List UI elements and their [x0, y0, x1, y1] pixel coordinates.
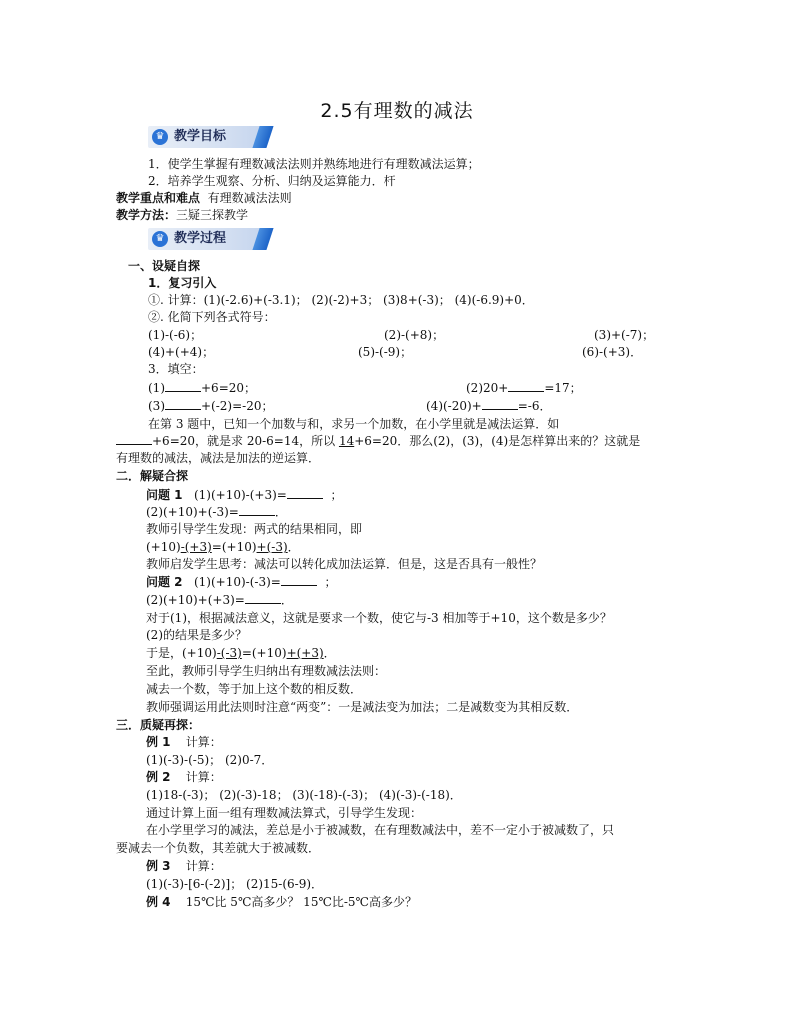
problem-text: ．: [280, 593, 293, 607]
eq-underlined: -(-3): [216, 646, 242, 660]
simplify-heading: ②. 化简下列各式符号：: [148, 310, 276, 324]
fill-2-suffix: =17；: [544, 381, 582, 395]
problem-2-line-1: [146, 574, 337, 590]
fill-3-prefix: (3): [148, 399, 165, 413]
paragraph-line: 有理数的减法，减法是加法的逆运算．: [116, 451, 321, 465]
example-label: 例 1: [146, 735, 171, 749]
trophy-icon: ♛: [152, 231, 168, 247]
problem-text: (1)(+10)-(-3)=: [193, 575, 281, 589]
example-2-head: [146, 769, 222, 785]
trophy-icon: ♛: [152, 129, 168, 145]
fill-1: [148, 380, 256, 396]
text-line: (2)的结果是多少？: [146, 628, 247, 642]
text-line: 在小学里学习的减法，差总是小于被减数，在有理数减法中，差不一定小于被减数了，只: [146, 823, 615, 837]
problem-text: ．: [274, 505, 287, 519]
problem-label: 问题 1: [146, 488, 183, 502]
eq-part: ．: [287, 540, 300, 554]
example-4: [146, 894, 417, 910]
example-label: 例 4: [146, 895, 171, 909]
problem-text: (2)(+10)+(+3)=: [146, 593, 245, 607]
text-line: 通过计算上面一组有理数减法算式，引导学生发现：: [146, 806, 423, 820]
fill-blank: [508, 380, 544, 392]
text-line: 教师启发学生思考：减法可以转化成加法运算．但是，这是否具有一般性？: [146, 557, 543, 571]
eq-part: (+10): [146, 540, 181, 554]
subheading-review: 1．复习引入: [148, 276, 217, 290]
example-1-head: [146, 734, 222, 750]
text-line: 教师引导学生发现：两式的结果相同，即: [146, 522, 363, 536]
eq-part: ．: [323, 646, 336, 660]
example-3-body: (1)(-3)-[6-(-2)]； (2)15-(6-9)．: [146, 877, 324, 891]
equation-1: [146, 539, 300, 555]
problem-1-line-1: [146, 487, 343, 503]
problem-2-line-2: [146, 592, 293, 608]
para-text: +6=20．那么(2)，(3)，(4)是怎样算出来的？这就是: [354, 434, 641, 448]
fill-blank: [245, 592, 281, 604]
simplify-1: (1)-(-6)；: [148, 328, 203, 342]
paragraph-line: [116, 433, 640, 449]
fill-2-prefix: (2)20+: [466, 381, 509, 395]
method-label: 教学方法：: [116, 208, 177, 222]
section-heading-2: 二．解疑合探: [116, 469, 189, 483]
section-banner-goals: [148, 126, 264, 148]
goal-2: 2．培养学生观察、分析、归纳及运算能力．杆: [148, 174, 396, 188]
eq-underlined: +(-3): [256, 540, 288, 554]
calc-line: ①. 计算：(1)(-2.6)+(-3.1)； (2)(-2)+3； (3)8+(-3)； (4)(-6.9)+0．: [148, 293, 534, 307]
fill-blank: [239, 504, 275, 516]
example-label: 例 3: [146, 859, 171, 873]
eq-underlined: +(+3): [286, 646, 324, 660]
example-label: 例 2: [146, 770, 171, 784]
example-3-head: [146, 858, 222, 874]
page-title: 2.5有理数的减法: [320, 100, 474, 122]
goal-1: 1．使学生掌握有理数减法法则并熟练地进行有理数减法运算；: [148, 157, 480, 171]
fill-blank: [482, 398, 518, 410]
fill-4: [426, 398, 552, 414]
section-banner-process: [148, 228, 264, 250]
rule-statement: 减去一个数，等于加上这个数的相反数．: [146, 682, 363, 696]
problem-text: ；: [324, 575, 337, 589]
method-text: 三疑三探教学: [176, 208, 249, 222]
paragraph-line: 在第 3 题中，已知一个加数与和，求另一个加数，在小学里就是减法运算．如: [148, 417, 560, 431]
text-line: 至此，教师引导学生归纳出有理数减法法则：: [146, 664, 387, 678]
example-text: 15℃比 5℃高多少？ 15℃比-5℃高多少？: [185, 895, 417, 909]
simplify-6: (6)-(+3)．: [582, 345, 643, 359]
text-line: 要减去一个负数，其差就大于被减数．: [116, 841, 321, 855]
simplify-5: (5)-(-9)；: [358, 345, 413, 359]
fill-blank: [165, 398, 201, 410]
fill-4-prefix: (4)(-20)+: [426, 399, 482, 413]
problem-text: (1)(+10)-(+3)=: [193, 488, 287, 502]
example-text: 计算：: [185, 859, 222, 873]
equation-2: [146, 645, 336, 661]
banner-stripe: [252, 126, 273, 148]
key-points: [116, 190, 292, 206]
section-heading-3: 三．质疑再探：: [116, 718, 201, 732]
example-1-body: (1)(-3)-(-5)； (2)0-7．: [146, 753, 274, 767]
fill-heading: 3．填空：: [148, 362, 204, 376]
problem-1-line-2: [146, 504, 287, 520]
example-text: 计算：: [185, 735, 222, 749]
teaching-method: [116, 207, 248, 223]
fill-1-prefix: (1): [148, 381, 165, 395]
key-text: 有理数减法法则: [207, 191, 292, 205]
simplify-2: (2)-(+8)；: [384, 328, 445, 342]
problem-text: ；: [330, 488, 343, 502]
fill-1-suffix: +6=20；: [201, 381, 257, 395]
section-heading-1: 一、设疑自探: [128, 259, 201, 273]
simplify-3: (3)+(-7)；: [594, 328, 655, 342]
para-text: +6=20，就是求 20-6=14，所以: [152, 434, 339, 448]
example-text: 计算：: [185, 770, 222, 784]
fill-blank: [116, 433, 152, 445]
fill-2: [466, 380, 582, 396]
problem-label: 问题 2: [146, 575, 183, 589]
para-underlined: 14: [338, 434, 355, 448]
banner-label: 教学目标: [174, 129, 227, 144]
eq-part: 于是，(+10): [146, 646, 217, 660]
fill-3-suffix: +(-2)=-20；: [201, 399, 274, 413]
fill-4-suffix: =-6．: [517, 399, 552, 413]
text-line: 对于(1)，根据减法意义，这就是要求一个数，使它与-3 相加等于+10，这个数是多少？: [146, 611, 612, 625]
fill-3: [148, 398, 274, 414]
key-label: 教学重点和难点: [116, 191, 201, 205]
fill-blank: [287, 487, 323, 499]
simplify-4: (4)+(+4)；: [148, 345, 215, 359]
banner-label: 教学过程: [174, 231, 227, 246]
problem-text: (2)(+10)+(-3)=: [146, 505, 239, 519]
text-line: 教师强调运用此法则时注意“两变”：一是减法变为加法；二是减数变为其相反数．: [146, 700, 579, 714]
eq-part: =(+10): [241, 646, 287, 660]
eq-part: =(+10): [211, 540, 257, 554]
example-2-body: (1)18-(-3)； (2)(-3)-18； (3)(-18)-(-3)； (4)(-3)-(-18)．: [146, 788, 462, 802]
fill-blank: [281, 574, 317, 586]
banner-stripe: [252, 228, 273, 250]
eq-underlined: -(+3): [180, 540, 212, 554]
fill-blank: [165, 380, 201, 392]
